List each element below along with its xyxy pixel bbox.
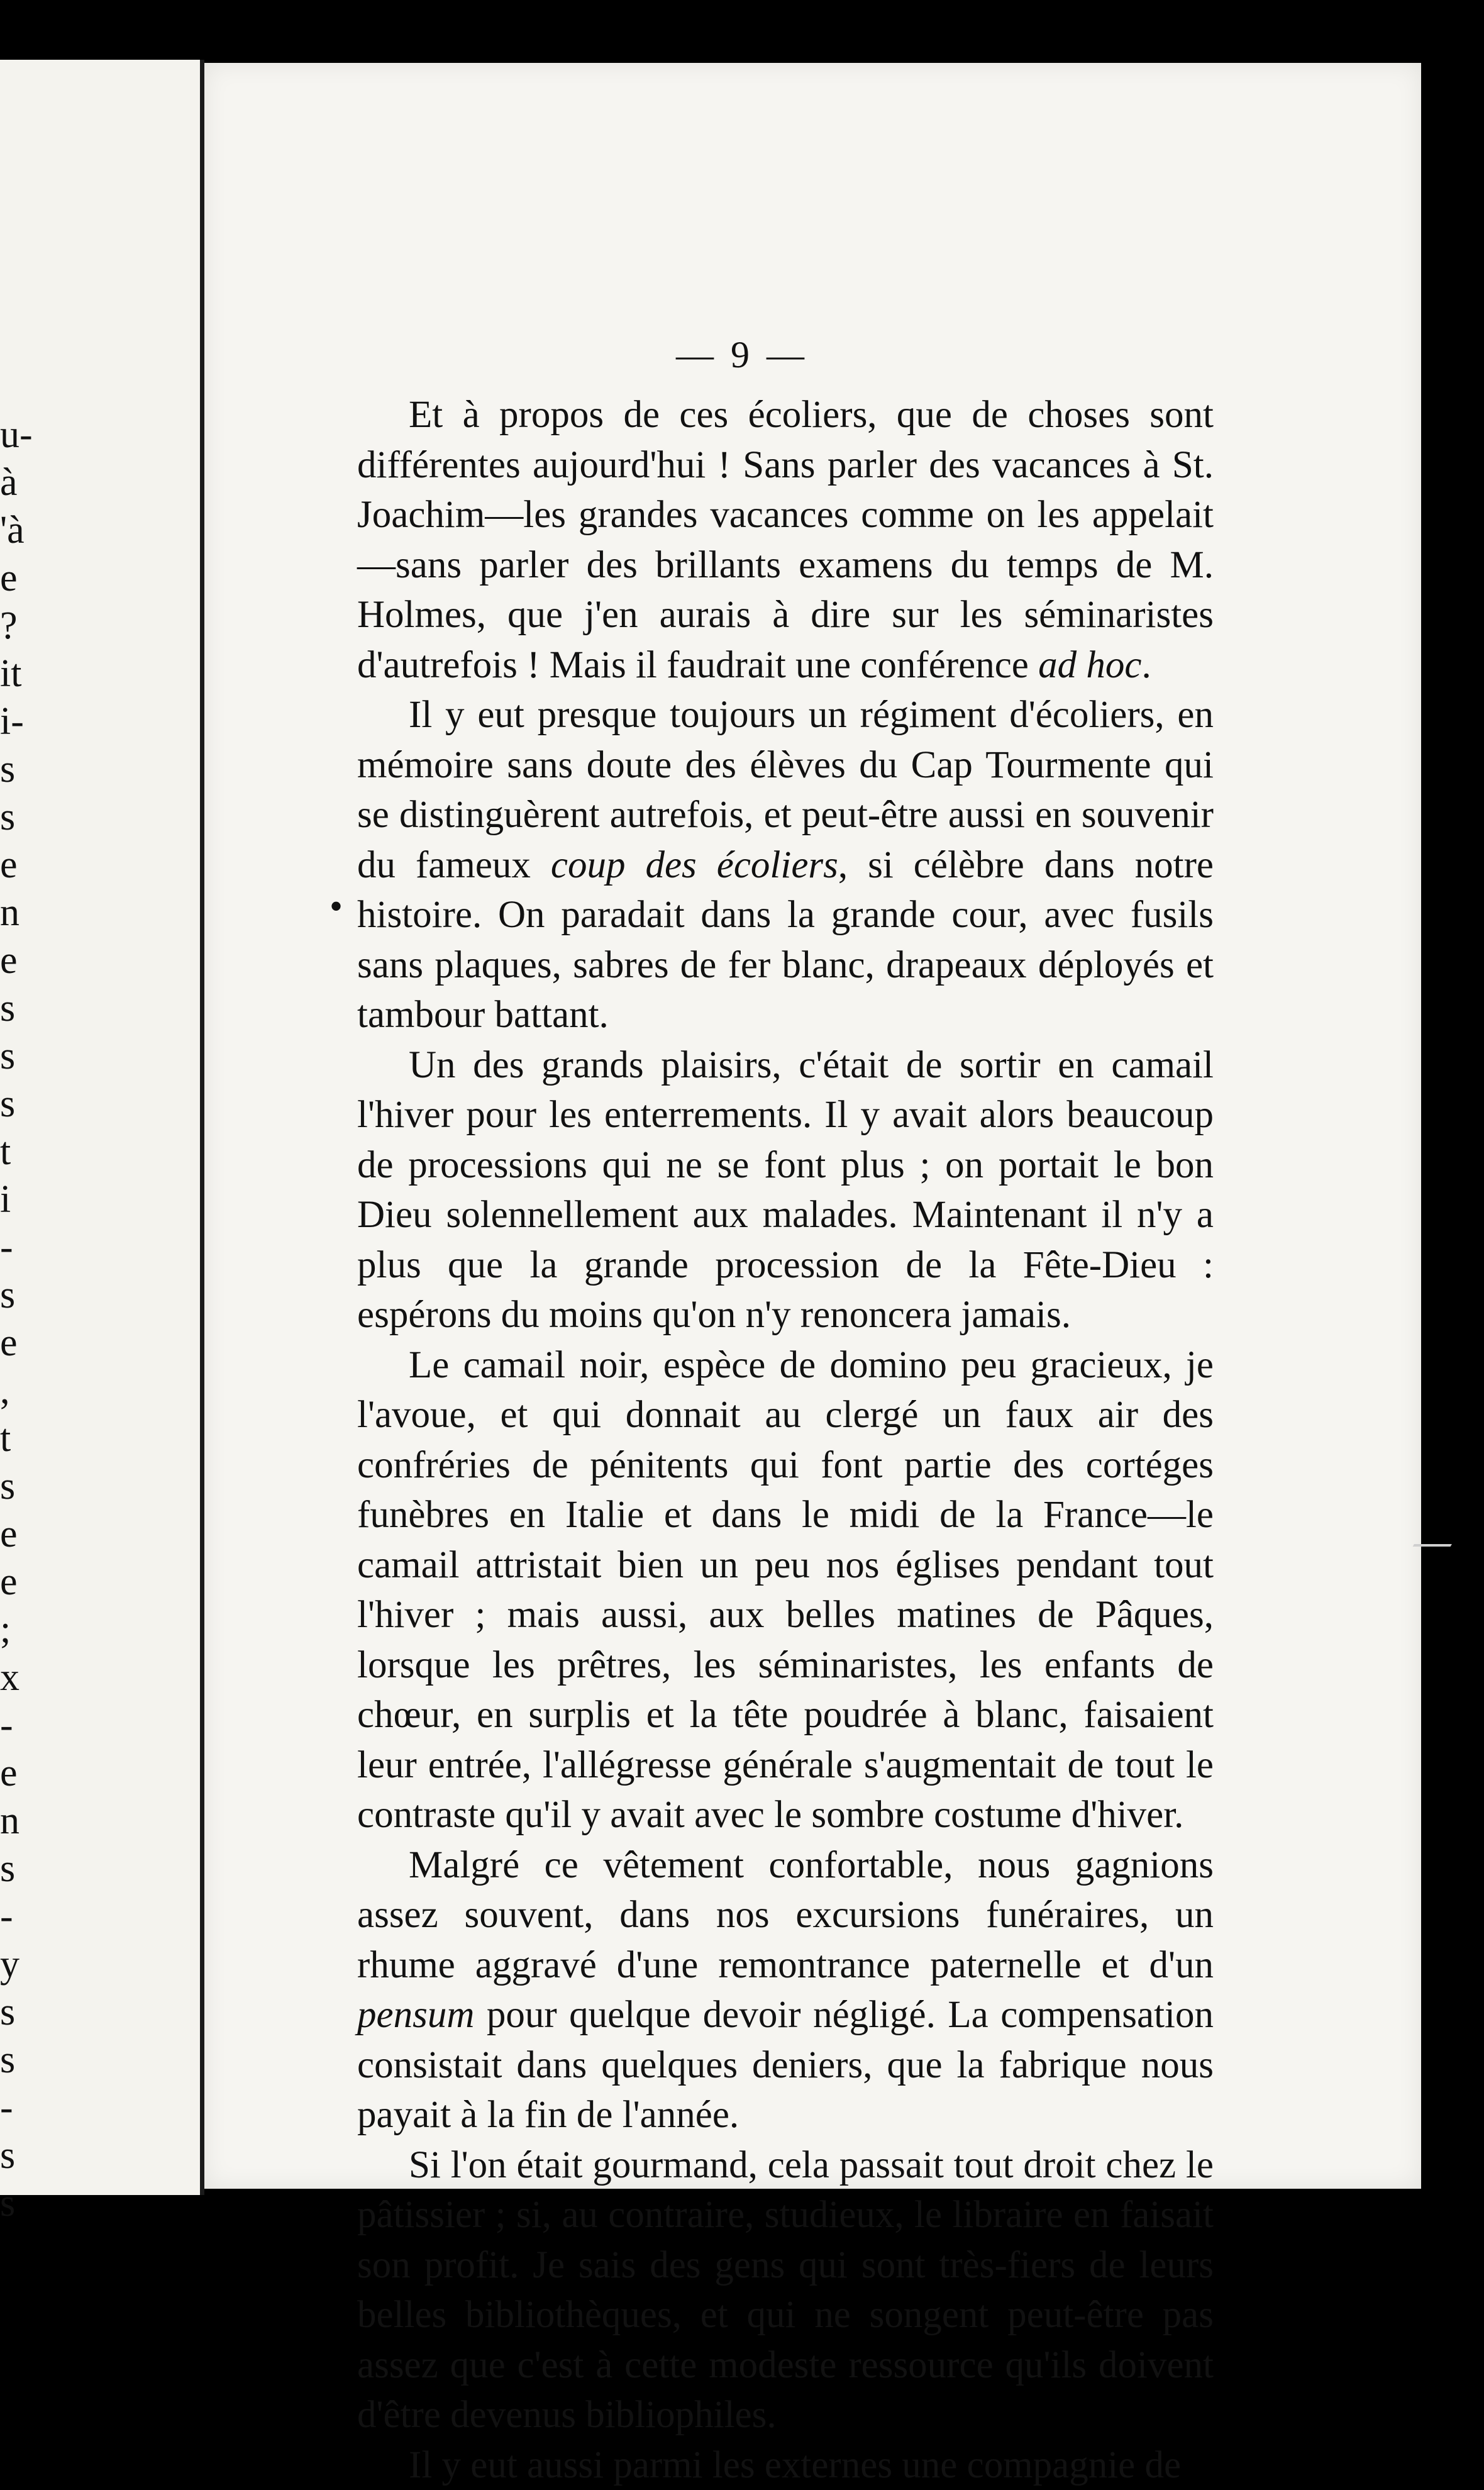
margin-fragment: s	[0, 1849, 38, 1888]
margin-fragment: 'à	[0, 511, 38, 550]
margin-fragment: t	[0, 1132, 38, 1171]
paragraph: Un des grands plaisirs, c'était de sortir en camail l'hiver pour les enterrements. Il y avait alors beaucoup de processions qui ne se font plus ; on portait le bon Dieu solennellement aux malades. Maintenant il n'y a plus que la grande procession de la Fête-Dieu : espérons du moins qu'on n'y renoncera jamais.	[357, 1040, 1214, 1340]
margin-fragment: n	[0, 1801, 38, 1840]
margin-fragment: -	[0, 1706, 38, 1745]
margin-fragment: i-	[0, 702, 38, 741]
margin-fragment: e	[0, 1754, 38, 1792]
margin-fragment: e	[0, 941, 38, 980]
margin-fragment: -	[0, 2088, 38, 2127]
margin-fragment: -	[0, 1228, 38, 1267]
margin-fragment: t	[0, 1419, 38, 1458]
margin-fragment: s	[0, 1037, 38, 1075]
page-gutter	[200, 60, 204, 2195]
margin-fragment: e	[0, 1323, 38, 1362]
margin-fragment: e	[0, 1562, 38, 1601]
paragraph: Et à propos de ces écoliers, que de choses sont différentes aujourd'hui ! Sans parler des vacances à St. Joachim—les grandes vacances comme on les appelait—sans parler des brillants examens du temps de M. Holmes, que j'en aurais à dire sur les séminaristes d'autrefois ! Mais il faudrait une conférence ad hoc.	[357, 390, 1214, 690]
margin-fragment: s	[0, 1276, 38, 1314]
margin-fragment: y	[0, 1945, 38, 1984]
paragraph: Il y eut presque toujours un régiment d'écoliers, en mémoire sans doute des élèves du Cap Tourmente qui se distinguèrent autrefois, et peut-être aussi en souvenir du fameux coup des écoliers, si célèbre dans notre histoire. On paradait dans la grande cour, avec fusils sans plaques, sabres de fer blanc, drapeaux déployés et tambour battant.	[357, 690, 1214, 1040]
paragraph: Si l'on était gourmand, cela passait tout droit chez le pâtissier ; si, au contraire, studieux, le libraire en faisait son profit. Je sais des gens qui sont très-fiers de leurs belles bibliothèques, et qui ne songent peut-être pas assez que c'est à cette modeste ressource qu'ils doivent d'être devenus bibliophiles.	[357, 2140, 1214, 2440]
margin-fragment: e	[0, 1515, 38, 1553]
margin-fragment: n	[0, 893, 38, 932]
margin-fragment: u-	[0, 415, 38, 454]
margin-fragment: x	[0, 1658, 38, 1697]
margin-fragment: ,	[0, 1371, 38, 1410]
margin-fragment: -	[0, 1897, 38, 1936]
margin-fragment: ;	[0, 1610, 38, 1649]
page-number: — 9 —	[0, 333, 1484, 377]
margin-fragment: it	[0, 654, 38, 693]
paragraph: Malgré ce vêtement confortable, nous gagnions assez souvent, dans nos excursions funéraires, un rhume aggravé d'une remontrance paternelle et d'un pensum pour quelque devoir négligé. La compensation consistait dans quelques deniers, que la fabrique nous payait à la fin de l'année.	[357, 1840, 1214, 2140]
margin-fragment: i	[0, 1180, 38, 1219]
margin-fragment: s	[0, 2040, 38, 2079]
margin-fragment: e	[0, 559, 38, 597]
margin-fragment: s	[0, 750, 38, 789]
paragraph: Il y eut aussi parmi les externes une compagnie de	[357, 2440, 1214, 2490]
margin-fragment: à	[0, 463, 38, 502]
body-text	[357, 390, 1214, 2490]
margin-fragment: s	[0, 2184, 38, 2223]
margin-fragment: s	[0, 798, 38, 836]
margin-fragment: s	[0, 1993, 38, 2031]
paragraph: Le camail noir, espèce de domino peu gracieux, je l'avoue, et qui donnait au clergé un faux air des confréries de pénitents qui font partie des cortéges funèbres en Italie et dans le midi de la France—le camail attristait bien un peu nos églises pendant tout l'hiver ; mais aussi, aux belles matines de Pâques, lorsque les prêtres, les séminaristes, les enfants de chœur, en surplis et la tête poudrée à blanc, faisaient leur entrée, l'allégresse générale s'augmentait de tout le contraste qu'il y avait avec le sombre costume d'hiver.	[357, 1340, 1214, 1840]
margin-fragment: s	[0, 989, 38, 1028]
margin-fragment: s	[0, 1467, 38, 1506]
margin-fragment: s	[0, 1084, 38, 1123]
margin-dot: •	[329, 885, 343, 928]
scan-artifact	[1413, 1500, 1478, 1547]
margin-fragment: s	[0, 2136, 38, 2175]
margin-fragment: ?	[0, 606, 38, 645]
margin-fragment: e	[0, 845, 38, 884]
